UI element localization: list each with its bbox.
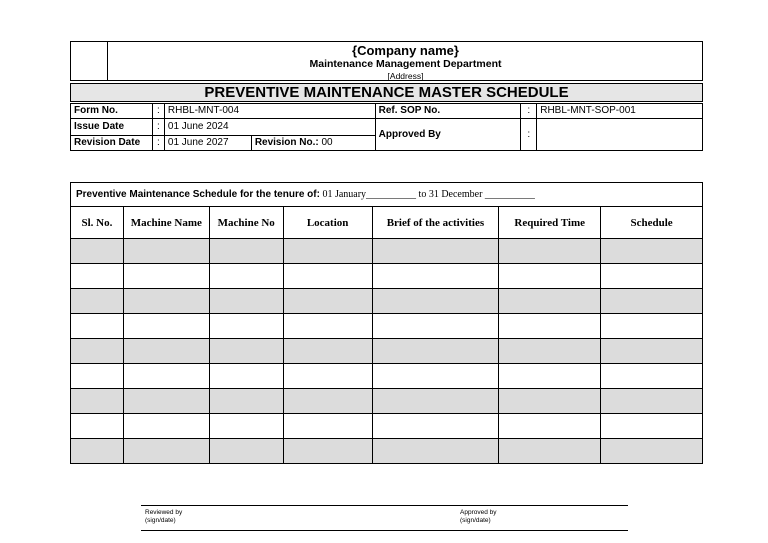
tenure-label: Preventive Maintenance Schedule for the tenure of:: [76, 189, 320, 200]
table-cell[interactable]: [372, 289, 499, 314]
colon: :: [152, 136, 164, 151]
revision-no-cell: [251, 136, 375, 151]
table-cell[interactable]: [499, 389, 601, 414]
table-cell[interactable]: [283, 389, 372, 414]
table-cell[interactable]: [209, 264, 283, 289]
column-header-sl-no: Sl. No.: [71, 207, 124, 239]
table-cell[interactable]: [601, 339, 703, 364]
table-cell[interactable]: [209, 339, 283, 364]
table-cell[interactable]: [372, 264, 499, 289]
table-cell[interactable]: [372, 389, 499, 414]
table-cell[interactable]: [601, 439, 703, 464]
approved-by-block: [460, 509, 497, 525]
reviewed-by-block: [145, 509, 182, 525]
table-cell[interactable]: [123, 289, 209, 314]
revision-date-label: Revision Date: [71, 136, 153, 151]
column-header-machine-name: Machine Name: [123, 207, 209, 239]
table-cell[interactable]: [372, 439, 499, 464]
table-cell[interactable]: [123, 439, 209, 464]
approved-by-value: [537, 119, 703, 151]
table-cell[interactable]: [283, 289, 372, 314]
table-cell[interactable]: [601, 389, 703, 414]
table-cell[interactable]: [283, 264, 372, 289]
company-block: [108, 42, 703, 81]
table-cell[interactable]: [283, 314, 372, 339]
column-header-schedule: Schedule: [601, 207, 703, 239]
column-header-machine-no: Machine No: [209, 207, 283, 239]
table-cell[interactable]: [601, 364, 703, 389]
table-cell[interactable]: [71, 314, 124, 339]
approved-by-label: Approved By: [375, 119, 521, 151]
issue-date-label: Issue Date: [71, 119, 153, 136]
table-row: [71, 339, 703, 364]
table-cell[interactable]: [283, 339, 372, 364]
table-cell[interactable]: [499, 289, 601, 314]
table-cell[interactable]: [372, 339, 499, 364]
table-cell[interactable]: [209, 389, 283, 414]
approved-by-sign-label: Approved by: [460, 509, 497, 516]
table-cell[interactable]: [601, 264, 703, 289]
table-row: [71, 414, 703, 439]
table-cell[interactable]: [71, 414, 124, 439]
table-cell[interactable]: [71, 364, 124, 389]
column-header-activities: Brief of the activities: [372, 207, 499, 239]
issue-date-value: 01 June 2024: [164, 119, 375, 136]
table-row: [71, 314, 703, 339]
table-cell[interactable]: [499, 314, 601, 339]
table-cell[interactable]: [283, 239, 372, 264]
table-cell[interactable]: [123, 239, 209, 264]
column-header-location: Location: [283, 207, 372, 239]
page-title: PREVENTIVE MAINTENANCE MASTER SCHEDULE: [70, 83, 703, 102]
table-cell[interactable]: [601, 289, 703, 314]
table-cell[interactable]: [209, 314, 283, 339]
colon: :: [521, 104, 537, 119]
table-cell[interactable]: [123, 414, 209, 439]
table-cell[interactable]: [499, 414, 601, 439]
ref-sop-value: RHBL-MNT-SOP-001: [537, 104, 703, 119]
table-cell[interactable]: [71, 389, 124, 414]
table-cell[interactable]: [372, 239, 499, 264]
table-cell[interactable]: [71, 239, 124, 264]
tenure-row: [71, 183, 703, 207]
table-cell[interactable]: [71, 339, 124, 364]
table-cell[interactable]: [499, 239, 601, 264]
table-cell[interactable]: [499, 264, 601, 289]
table-cell[interactable]: [123, 389, 209, 414]
table-cell[interactable]: [209, 414, 283, 439]
approved-by-sub: (sign/date): [460, 517, 491, 524]
table-cell[interactable]: [499, 439, 601, 464]
ref-sop-label: Ref. SOP No.: [375, 104, 521, 119]
table-cell[interactable]: [123, 339, 209, 364]
revision-date-value: 01 June 2027: [164, 136, 251, 151]
company-name: {Company name}: [352, 43, 459, 58]
table-cell[interactable]: [499, 339, 601, 364]
schedule-rows: [71, 239, 703, 464]
table-cell[interactable]: [71, 439, 124, 464]
colon: :: [152, 119, 164, 136]
column-header-required-time: Required Time: [499, 207, 601, 239]
table-cell[interactable]: [71, 289, 124, 314]
revision-no-value: 00: [321, 137, 333, 148]
form-info-table: [70, 103, 703, 151]
signature-bottom-rule: [141, 530, 628, 531]
table-cell[interactable]: [209, 439, 283, 464]
table-cell[interactable]: [283, 439, 372, 464]
signature-top-rule: [141, 505, 628, 506]
table-cell[interactable]: [499, 364, 601, 389]
colon: :: [521, 119, 537, 151]
table-row: [71, 264, 703, 289]
table-cell[interactable]: [71, 264, 124, 289]
schedule-table: [70, 182, 703, 464]
document-header: [70, 41, 703, 81]
table-cell[interactable]: [601, 414, 703, 439]
department-name: Maintenance Management Department: [309, 58, 502, 70]
table-cell[interactable]: [372, 314, 499, 339]
table-row: [71, 289, 703, 314]
table-row: [71, 364, 703, 389]
table-cell[interactable]: [372, 414, 499, 439]
colon: :: [152, 104, 164, 119]
table-row: [71, 239, 703, 264]
form-no-value: RHBL-MNT-004: [164, 104, 375, 119]
table-cell[interactable]: [123, 264, 209, 289]
company-address: [Address]: [387, 71, 424, 81]
tenure-dates: 01 January__________ to 31 December __________: [322, 189, 535, 200]
table-cell[interactable]: [372, 364, 499, 389]
table-cell[interactable]: [601, 239, 703, 264]
logo-placeholder: [71, 42, 108, 80]
table-cell[interactable]: [209, 289, 283, 314]
reviewed-by-sub: (sign/date): [145, 517, 176, 524]
table-cell[interactable]: [283, 364, 372, 389]
table-row: [71, 439, 703, 464]
form-no-label: Form No.: [71, 104, 153, 119]
revision-no-label: Revision No.:: [254, 137, 319, 148]
table-cell[interactable]: [123, 364, 209, 389]
reviewed-by-label: Reviewed by: [145, 509, 183, 516]
table-cell[interactable]: [601, 314, 703, 339]
table-cell[interactable]: [283, 414, 372, 439]
table-cell[interactable]: [209, 239, 283, 264]
table-row: [71, 389, 703, 414]
table-cell[interactable]: [209, 364, 283, 389]
table-cell[interactable]: [123, 314, 209, 339]
